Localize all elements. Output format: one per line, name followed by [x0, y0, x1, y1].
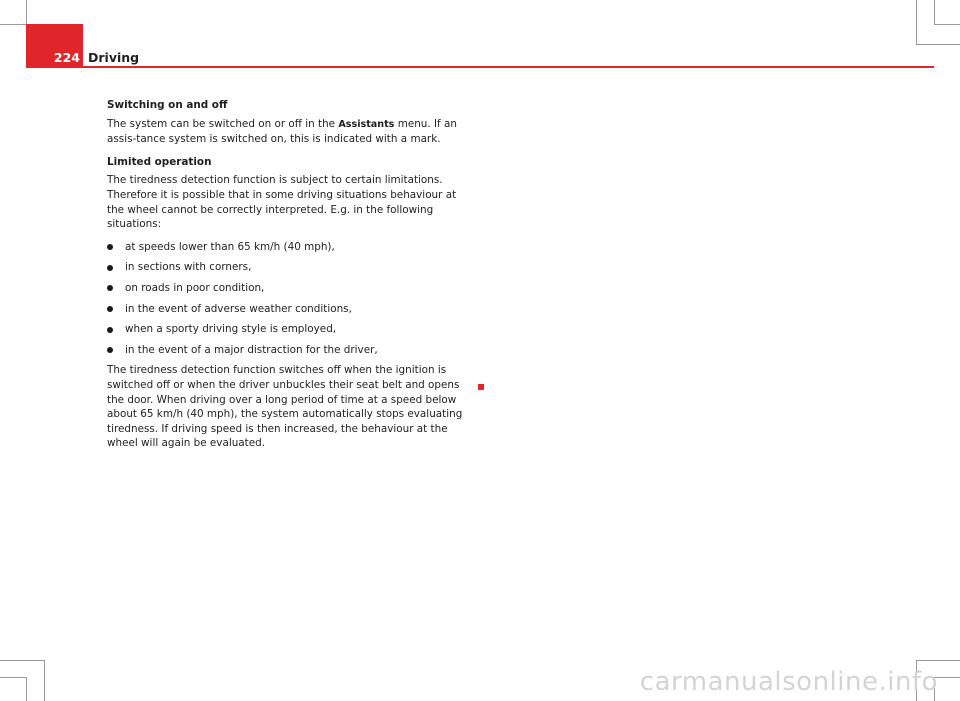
bullet-icon — [107, 244, 113, 250]
bullet-icon — [107, 285, 113, 291]
switching-text-after: menu. If an assis-tance system is switched on, this is indicated with a mark. — [107, 117, 457, 146]
list-item-text: in sections with corners, — [125, 261, 252, 274]
closing-paragraph: The tiredness detection function switches off when the ignition is switched off or when the driver unbuckles their seat belt and opens the door. When driving over a long period of time at a speed below about 65 km/h (40 mph), the system automatically stops evaluating tiredness. If driving speed is then increased, the behaviour at the wheel will again be evaluated. — [107, 364, 463, 450]
section-title: Driving — [88, 50, 140, 65]
heading-limited: Limited operation — [107, 155, 212, 168]
limitations-list — [107, 240, 467, 358]
crop-mark — [0, 660, 44, 661]
header-rule — [26, 66, 934, 68]
crop-mark — [44, 660, 45, 701]
limited-intro: The tiredness detection function is subject to certain limitations. Therefore it is possible that in some driving situations behaviour at the wheel cannot be correctly interpreted. E.g. in the following situations: — [107, 174, 457, 231]
list-item — [107, 302, 467, 317]
crop-mark — [0, 677, 26, 678]
bullet-icon — [107, 347, 113, 353]
menu-name: Assistants — [338, 118, 395, 130]
list-item-text: in the event of a major distraction for the driver, — [125, 343, 378, 356]
page-number: 224 — [53, 50, 80, 65]
list-item — [107, 240, 467, 255]
switching-paragraph — [107, 117, 467, 147]
list-item — [107, 260, 467, 275]
bullet-icon — [107, 327, 113, 333]
crop-mark — [26, 677, 27, 701]
list-item — [107, 343, 467, 358]
heading-switching: Switching on and off — [107, 99, 228, 111]
list-item-text: in the event of adverse weather conditions, — [125, 302, 352, 315]
crop-mark — [934, 24, 960, 25]
page-content — [107, 98, 467, 457]
list-item-text: when a sporty driving style is employed, — [125, 323, 337, 336]
crop-mark — [916, 0, 917, 44]
bullet-icon — [107, 265, 113, 271]
list-item — [107, 281, 467, 296]
switching-text-before: The system can be switched on or off in the — [107, 117, 339, 130]
list-item-text: on roads in poor condition, — [125, 281, 265, 294]
list-item — [107, 322, 467, 337]
crop-mark — [916, 44, 960, 45]
crop-mark — [26, 0, 27, 24]
crop-mark — [0, 24, 26, 25]
watermark-text: carmanualsonline.info — [639, 667, 938, 697]
crop-mark — [934, 0, 935, 24]
crop-mark — [916, 660, 960, 661]
list-item-text: at speeds lower than 65 km/h (40 mph), — [125, 240, 335, 253]
section-end-icon — [478, 384, 484, 390]
bullet-icon — [107, 306, 113, 312]
